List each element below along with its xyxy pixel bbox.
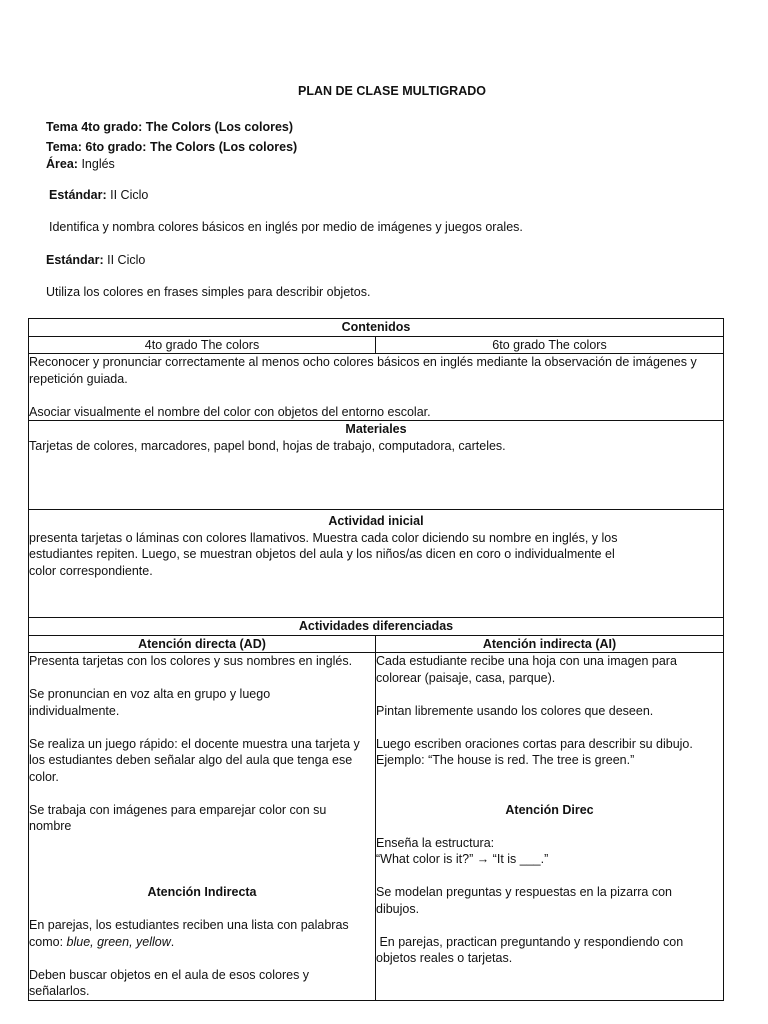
ad-text-color-words: blue, green, yellow — [66, 934, 171, 949]
indicador-1: Identifica y nombra colores básicos en inglés por medio de imágenes y juegos orales. — [49, 220, 523, 234]
ai-text: Ejemplo: “The house is red. The tree is green.” — [376, 753, 635, 767]
ad-text: Se pronuncian en voz alta en grupo y luego — [29, 687, 271, 701]
ad-text-suffix: . — [170, 934, 175, 949]
ad-text: Se trabaja con imágenes para emparejar color con su — [29, 802, 327, 817]
ad-sub-heading: Atención Indirecta — [147, 885, 257, 899]
ai-text: Pintan libremente usando los colores que deseen. — [376, 703, 654, 718]
materiales-heading: Materiales — [345, 422, 407, 436]
actividad-inicial-heading: Actividad inicial — [328, 514, 424, 528]
estandar-label: Estándar: — [46, 253, 104, 267]
ad-text: Se realiza un juego rápido: el docente muestra una tarjeta y — [29, 736, 360, 751]
ad-column — [29, 653, 376, 1001]
actividad-inicial-cell — [29, 510, 724, 618]
ai-text: “What color is it?” → “It is ___.” — [376, 852, 549, 866]
ai-text: Cada estudiante recibe una hoja con una imagen para — [376, 654, 677, 668]
ad-text: nombre — [29, 819, 72, 833]
actividad-inicial-line: color correspondiente. — [29, 563, 153, 578]
ai-text: objetos reales o tarjetas. — [376, 951, 513, 965]
estandar-line-2 — [46, 252, 145, 269]
ad-text: los estudiantes deben señalar algo del aula que tenga ese — [29, 753, 353, 767]
area-label: Área: — [46, 157, 78, 171]
ad-text: En parejas, los estudiantes reciben una lista con palabras — [29, 918, 349, 932]
estandar-value: II Ciclo — [106, 188, 149, 202]
contenidos-heading: Contenidos — [29, 319, 724, 337]
area-value: Inglés — [77, 157, 115, 171]
plan-table — [28, 318, 724, 1001]
contenidos-line: Reconocer y pronunciar correctamente al menos ocho colores básicos en inglés mediante la observación de imágenes y — [29, 355, 697, 369]
ai-text: Enseña la estructura: — [376, 835, 495, 850]
ad-text: color. — [29, 769, 59, 784]
contenidos-line: repetición guiada. — [29, 371, 128, 386]
ad-text-prefix: como: — [29, 934, 67, 949]
ai-sub-heading: Atención Direc — [505, 802, 594, 817]
ad-heading: Atención directa (AD) — [29, 635, 376, 653]
ai-text: dibujos. — [376, 901, 420, 916]
contenidos-col-4to: 4to grado The colors — [29, 336, 376, 354]
estandar-line-1 — [49, 187, 148, 204]
estandar-value: II Ciclo — [103, 253, 146, 267]
actividad-inicial-line: estudiantes repiten. Luego, se muestran objetos del aula y los niños/as dicen en coro o individualmente el — [29, 547, 615, 561]
ai-text: Se modelan preguntas y respuestas en la pizarra con — [376, 885, 673, 899]
actividades-heading: Actividades diferenciadas — [29, 618, 724, 636]
tema-4to-grado: Tema 4to grado: The Colors (Los colores) — [46, 120, 294, 134]
ai-text: colorear (paisaje, casa, parque). — [376, 670, 556, 685]
ad-text: señalarlos. — [29, 984, 90, 998]
contenidos-body — [29, 354, 724, 421]
ai-text: En parejas, practican preguntando y respondiendo con — [376, 934, 684, 949]
ad-text: Deben buscar objetos en el aula de esos colores y — [29, 967, 310, 982]
ad-text — [29, 934, 375, 951]
materiales-cell — [29, 421, 724, 510]
ai-text: Luego escriben oraciones cortas para describir su dibujo. — [376, 736, 693, 751]
ai-column — [376, 653, 724, 1001]
tema-6to-grado: Tema: 6to grado: The Colors (Los colores) — [46, 140, 298, 154]
actividad-inicial-line: presenta tarjetas o láminas con colores llamativos. Muestra cada color diciendo su nombre en inglés, y los — [29, 530, 618, 545]
document-title: PLAN DE CLASE MULTIGRADO — [298, 84, 486, 98]
ai-heading: Atención indirecta (AI) — [376, 635, 724, 653]
contenidos-line: Asociar visualmente el nombre del color con objetos del entorno escolar. — [29, 404, 431, 419]
estandar-label: Estándar: — [49, 188, 107, 202]
materiales-text: Tarjetas de colores, marcadores, papel bond, hojas de trabajo, computadora, carteles. — [29, 438, 506, 453]
contenidos-col-6to: 6to grado The colors — [376, 336, 724, 354]
ad-text: individualmente. — [29, 703, 120, 718]
area-line — [46, 156, 115, 173]
indicador-2: Utiliza los colores en frases simples para describir objetos. — [46, 285, 371, 299]
ad-text: Presenta tarjetas con los colores y sus nombres en inglés. — [29, 654, 353, 668]
